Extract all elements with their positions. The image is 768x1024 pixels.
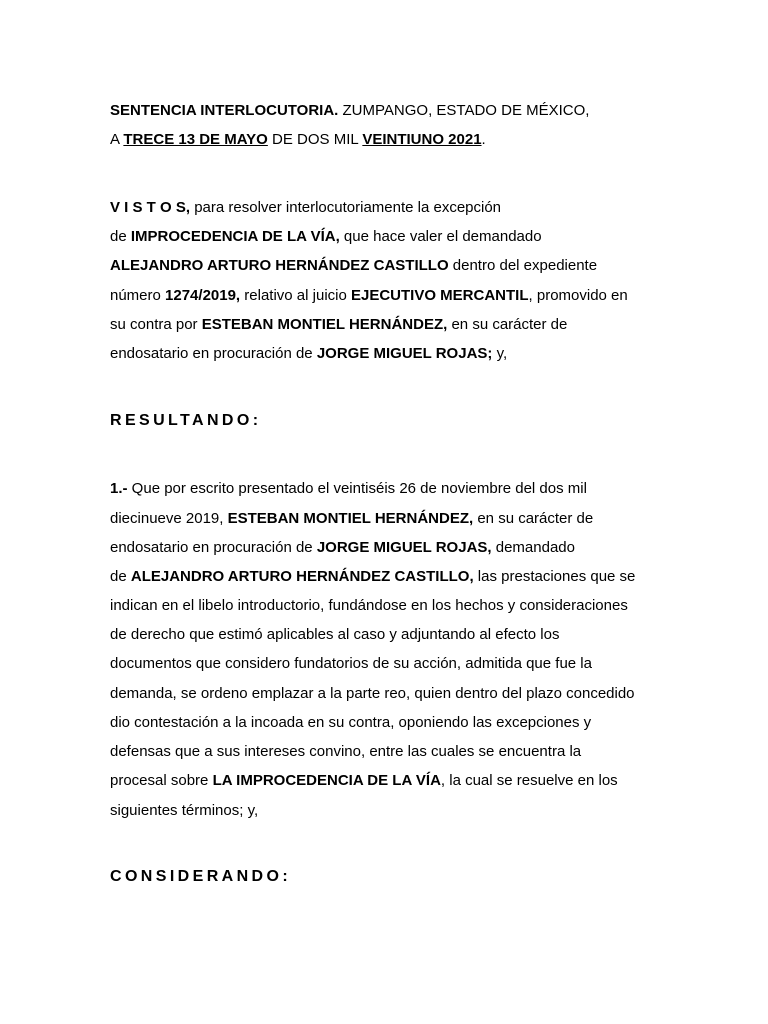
header-line-1 [110,102,589,120]
resultando-heading: RESULTANDO: [110,412,262,429]
vistos-text: dentro del expediente [448,257,598,274]
resultando-text: endosatario en procuración de [110,539,317,556]
resultando-text: de [110,568,131,585]
vistos-text: para resolver interlocutoriamente la excepción [190,199,502,216]
vistos-line-2 [110,228,542,246]
vistos-line-1 [110,199,501,217]
vistos-text: que hace valer el demandado [339,228,542,245]
demandado-name: ALEJANDRO ARTURO HERNÁNDEZ CASTILLO, [130,568,474,585]
resultando-line-3 [110,539,575,557]
resultando-line-6: de derecho que estimó aplicables al caso y adjuntando al efecto los [110,626,560,643]
considerando-heading: CONSIDERANDO: [110,868,292,885]
vistos-text: relativo al juicio [240,287,351,304]
resultando-text: , la cual se resuelve en los [440,772,618,789]
resultando-line-11 [110,772,618,790]
vistos-text: en su carácter de [447,316,568,333]
vistos-line-6 [110,345,507,363]
resultando-line-2 [110,510,593,528]
demandado-name: ALEJANDRO ARTURO HERNÁNDEZ CASTILLO [110,257,449,274]
vistos-line-4 [110,287,628,305]
vistos-text: su contra por [110,316,202,333]
resultando-line-7: documentos que considero fundatorios de su acción, admitida que fue la [110,655,592,672]
date-year: VEINTIUNO 2021 [362,131,482,148]
resultando-text: en su carácter de [473,510,594,527]
resultando-line-8: demanda, se ordeno emplazar a la parte reo, quien dentro del plazo concedido [110,685,635,702]
vistos-line-3 [110,257,597,275]
actor-name: ESTEBAN MONTIEL HERNÁNDEZ, [227,510,474,527]
excepcion-name: LA IMPROCEDENCIA DE LA VÍA [212,772,441,789]
resultando-text: procesal sobre [110,772,213,789]
resultando-line-10: defensas que a sus intereses convino, entre las cuales se encuentra la [110,743,582,760]
vistos-text: de [110,228,131,245]
vistos-text: y, [492,345,508,362]
resultando-line-1 [110,480,587,498]
actor-name: ESTEBAN MONTIEL HERNÁNDEZ, [201,316,448,333]
vistos-text: número [110,287,166,304]
date-end: . [481,131,486,148]
vistos-text: , promovido en [528,287,628,304]
resultando-text: las prestaciones que se [473,568,636,585]
vistos-heading: V I S T O S, [110,199,191,216]
item-number: 1.- [110,480,128,497]
juicio-type: EJECUTIVO MERCANTIL [351,287,529,304]
resultando-line-9: dio contestación a la incoada en su contra, oponiendo las excepciones y [110,714,592,731]
resultando-text: demandado [491,539,575,556]
date-middle: DE DOS MIL [267,131,363,148]
resultando-line-12: siguientes términos; y, [110,802,259,819]
endosante-name: JORGE MIGUEL ROJAS, [316,539,492,556]
resultando-line-4 [110,568,635,586]
date-prefix: A [110,131,124,148]
header-line-2 [110,131,486,149]
expediente-number: 1274/2019, [165,287,241,304]
place-text: ZUMPANGO, ESTADO DE MÉXICO, [338,102,590,119]
endosante-name: JORGE MIGUEL ROJAS; [316,345,493,362]
vistos-line-5 [110,316,567,334]
date-day: TRECE 13 DE MAYO [123,131,268,148]
excepcion-name: IMPROCEDENCIA DE LA VÍA, [130,228,340,245]
resultando-text: diecinueve 2019, [110,510,228,527]
document-title: SENTENCIA INTERLOCUTORIA. [110,102,339,119]
vistos-text: endosatario en procuración de [110,345,317,362]
resultando-text: Que por escrito presentado el veintiséis 26 de noviembre del dos mil [127,480,587,497]
resultando-line-5: indican en el libelo introductorio, fundándose en los hechos y consideraciones [110,597,628,614]
